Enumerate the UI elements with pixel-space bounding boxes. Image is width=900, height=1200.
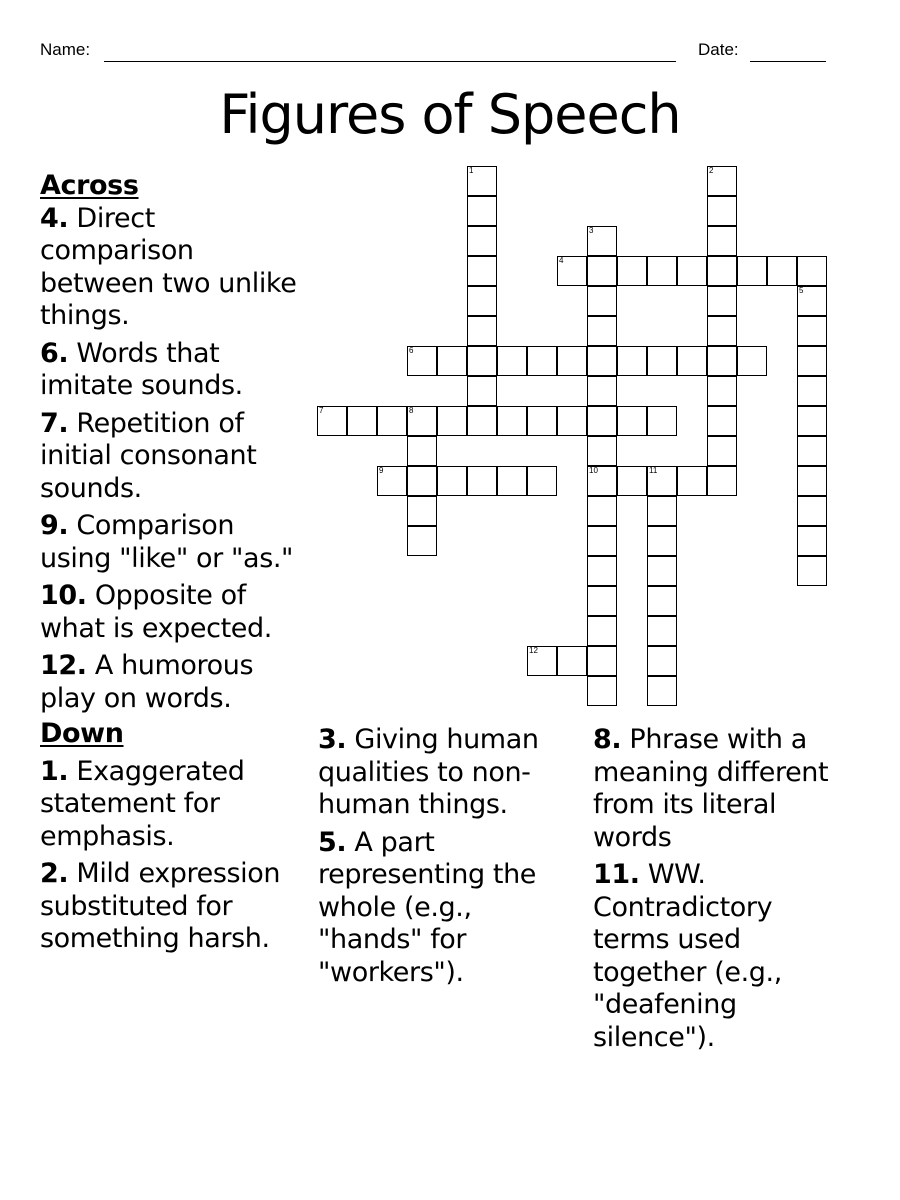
grid-cell[interactable] <box>497 466 527 496</box>
grid-cell[interactable] <box>707 196 737 226</box>
across-heading: Across <box>40 170 139 201</box>
grid-cell[interactable] <box>467 226 497 256</box>
grid-cell[interactable] <box>647 346 677 376</box>
cell-number: 2 <box>709 166 714 175</box>
grid-cell[interactable] <box>647 646 677 676</box>
grid-cell[interactable] <box>587 526 617 556</box>
cell-number: 11 <box>649 466 658 475</box>
grid-cell[interactable] <box>587 256 617 286</box>
clue-across-4: 4. Direct comparison between two unlike things. <box>40 202 297 331</box>
cell-number: 6 <box>409 346 414 355</box>
grid-cell[interactable] <box>797 376 827 406</box>
grid-cell[interactable] <box>647 616 677 646</box>
grid-cell[interactable] <box>407 346 437 376</box>
grid-cell[interactable] <box>587 376 617 406</box>
grid-cell[interactable] <box>407 526 437 556</box>
grid-cell[interactable] <box>647 496 677 526</box>
grid-cell[interactable] <box>467 256 497 286</box>
grid-cell[interactable] <box>587 286 617 316</box>
clue-across-10: 10. Opposite of what is expected. <box>40 580 272 644</box>
grid-cell[interactable] <box>737 256 767 286</box>
grid-cell[interactable] <box>707 226 737 256</box>
grid-cell[interactable] <box>797 526 827 556</box>
grid-cell[interactable] <box>647 466 677 496</box>
cell-number: 9 <box>379 466 384 475</box>
grid-cell[interactable] <box>317 406 347 436</box>
grid-cell[interactable] <box>707 376 737 406</box>
grid-cell[interactable] <box>797 286 827 316</box>
grid-cell[interactable] <box>437 406 467 436</box>
grid-cell[interactable] <box>587 586 617 616</box>
grid-cell[interactable] <box>467 166 497 196</box>
grid-cell[interactable] <box>707 286 737 316</box>
grid-cell[interactable] <box>467 286 497 316</box>
grid-cell[interactable] <box>407 406 437 436</box>
clue-across-7: 7. Repetition of initial consonant sounds. <box>40 407 257 504</box>
grid-cell[interactable] <box>407 466 437 496</box>
cell-number: 3 <box>589 226 594 235</box>
grid-cell[interactable] <box>437 346 467 376</box>
grid-cell[interactable] <box>707 166 737 196</box>
cell-number: 5 <box>799 286 804 295</box>
grid-cell[interactable] <box>527 646 557 676</box>
grid-cell[interactable] <box>527 346 557 376</box>
cell-number: 7 <box>319 406 324 415</box>
grid-cell[interactable] <box>797 496 827 526</box>
grid-cell[interactable] <box>467 346 497 376</box>
grid-cell[interactable] <box>797 406 827 436</box>
grid-cell[interactable] <box>707 436 737 466</box>
clue-across-6: 6. Words that imitate sounds. <box>40 337 243 401</box>
grid-cell[interactable] <box>797 316 827 346</box>
grid-cell[interactable] <box>677 346 707 376</box>
clue-down-1: 1. Exaggerated statement for emphasis. <box>40 755 245 852</box>
cell-number: 1 <box>469 166 474 175</box>
grid-cell[interactable] <box>797 436 827 466</box>
grid-cell[interactable] <box>377 406 407 436</box>
cell-number: 4 <box>559 256 564 265</box>
grid-cell[interactable] <box>587 646 617 676</box>
grid-cell[interactable] <box>707 406 737 436</box>
grid-cell[interactable] <box>587 676 617 706</box>
grid-cell[interactable] <box>527 406 557 436</box>
grid-cell[interactable] <box>587 226 617 256</box>
clue-down-2: 2. Mild expression substituted for something harsh. <box>40 858 281 954</box>
grid-cell[interactable] <box>467 376 497 406</box>
grid-cell[interactable] <box>407 436 437 466</box>
grid-cell[interactable] <box>587 556 617 586</box>
grid-cell[interactable] <box>467 466 497 496</box>
grid-cell[interactable] <box>617 466 647 496</box>
grid-cell[interactable] <box>407 496 437 526</box>
clue-across-9: 9. Comparison using "like" or "as." <box>40 510 294 574</box>
grid-cell[interactable] <box>467 406 497 436</box>
grid-cell[interactable] <box>347 406 377 436</box>
grid-cell[interactable] <box>707 316 737 346</box>
grid-cell[interactable] <box>377 466 407 496</box>
grid-cell[interactable] <box>557 256 587 286</box>
grid-cell[interactable] <box>797 556 827 586</box>
grid-cell[interactable] <box>797 346 827 376</box>
grid-cell[interactable] <box>587 406 617 436</box>
grid-cell[interactable] <box>467 316 497 346</box>
clue-down-5: 5. A part representing the whole (e.g., "hands" for "workers"). <box>318 826 536 988</box>
grid-cell[interactable] <box>677 466 707 496</box>
grid-cell[interactable] <box>677 256 707 286</box>
cell-number: 10 <box>589 466 598 475</box>
grid-cell[interactable] <box>767 256 797 286</box>
clue-across-12: 12. A humorous play on words. <box>40 650 254 714</box>
grid-cell[interactable] <box>587 346 617 376</box>
clue-down-8: 8. Phrase with a meaning different from its literal words <box>593 724 829 853</box>
grid-cell[interactable] <box>707 346 737 376</box>
date-label: Date: <box>698 40 739 59</box>
grid-cell[interactable] <box>467 196 497 226</box>
grid-cell[interactable] <box>647 556 677 586</box>
grid-cell[interactable] <box>617 256 647 286</box>
grid-cell[interactable] <box>527 466 557 496</box>
grid-cell[interactable] <box>587 496 617 526</box>
grid-cell[interactable] <box>647 406 677 436</box>
grid-cell[interactable] <box>557 646 587 676</box>
clue-down-3: 3. Giving human qualities to non-human things. <box>318 724 539 820</box>
grid-cell[interactable] <box>587 436 617 466</box>
grid-cell[interactable] <box>497 346 527 376</box>
grid-cell[interactable] <box>587 616 617 646</box>
grid-cell[interactable] <box>497 406 527 436</box>
grid-cell[interactable] <box>797 466 827 496</box>
grid-cell[interactable] <box>587 466 617 496</box>
grid-cell[interactable] <box>617 406 647 436</box>
down-heading: Down <box>40 718 124 749</box>
grid-cell[interactable] <box>647 676 677 706</box>
cell-number: 8 <box>409 406 414 415</box>
grid-cell[interactable] <box>797 256 827 286</box>
cell-number: 12 <box>529 646 538 655</box>
clue-down-11: 11. WW. Contradictory terms used together (e.g., "deafening silence"). <box>593 859 782 1053</box>
grid-cell[interactable] <box>647 586 677 616</box>
grid-cell[interactable] <box>557 346 587 376</box>
grid-cell[interactable] <box>437 466 467 496</box>
grid-cell[interactable] <box>617 346 647 376</box>
grid-cell[interactable] <box>587 316 617 346</box>
page-title: Figures of Speech <box>219 83 681 146</box>
grid-cell[interactable] <box>647 256 677 286</box>
grid-cell[interactable] <box>707 256 737 286</box>
name-label: Name: <box>40 40 91 59</box>
grid-cell[interactable] <box>707 466 737 496</box>
grid-cell[interactable] <box>647 526 677 556</box>
grid-cell[interactable] <box>557 406 587 436</box>
grid-cell[interactable] <box>737 346 767 376</box>
